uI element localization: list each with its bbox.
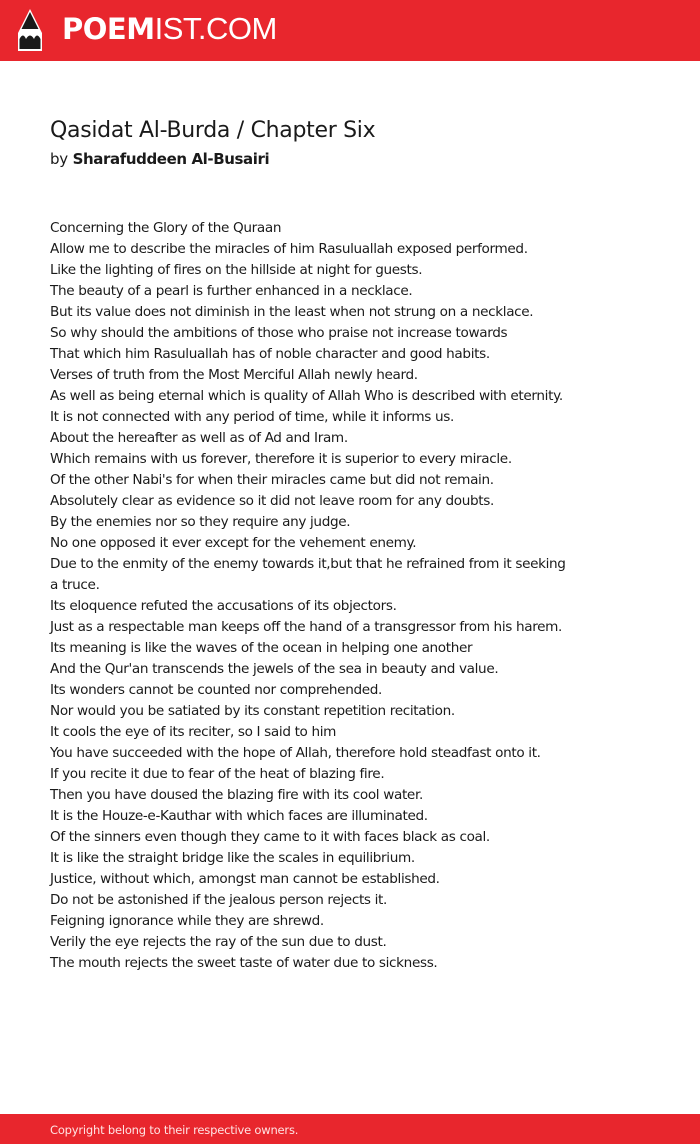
poem-line: Its eloquence refuted the accusations of its objectors. [50, 598, 397, 614]
site-header [0, 0, 700, 61]
poem-line: The beauty of a pearl is further enhanced in a necklace. [50, 283, 413, 299]
poem-line: Of the other Nabi's for when their miracles came but did not remain. [50, 472, 494, 488]
author-name[interactable]: Sharafuddeen Al-Busairi [72, 150, 270, 168]
poem-line: The mouth rejects the sweet taste of water due to sickness. [50, 955, 438, 971]
poem-line: As well as being eternal which is quality of Allah Who is described with eternity. [50, 388, 563, 404]
poem-line: Due to the enmity of the enemy towards it,but that he refrained from it seeking a truce. [50, 556, 566, 593]
poem-body [50, 218, 570, 974]
poem-line: It cools the eye of its reciter, so I said to him [50, 724, 337, 740]
poem-line: It is like the straight bridge like the scales in equilibrium. [50, 850, 415, 866]
poem-line: No one opposed it ever except for the vehement enemy. [50, 535, 417, 551]
poem-line: You have succeeded with the hope of Allah, therefore hold steadfast onto it. [50, 745, 541, 761]
poem-line: If you recite it due to fear of the heat of blazing fire. [50, 766, 385, 782]
poem-title: Qasidat Al-Burda / Chapter Six [50, 118, 376, 143]
poem-line: So why should the ambitions of those who praise not increase towards [50, 325, 508, 341]
poem-line: And the Qur'an transcends the jewels of the sea in beauty and value. [50, 661, 499, 677]
poem-line: Its meaning is like the waves of the ocean in helping one another [50, 640, 473, 656]
copyright-text: Copyright belong to their respective owners. [50, 1123, 299, 1137]
poem-line: Of the sinners even though they came to it with faces black as coal. [50, 829, 490, 845]
poem-line: Absolutely clear as evidence so it did not leave room for any doubts. [50, 493, 494, 509]
poem-line: Justice, without which, amongst man cannot be established. [50, 871, 440, 887]
poem-line: Verses of truth from the Most Merciful Allah newly heard. [50, 367, 418, 383]
poem-line: Like the lighting of fires on the hillside at night for guests. [50, 262, 423, 278]
poem-line: That which him Rasuluallah has of noble character and good habits. [50, 346, 490, 362]
site-logo[interactable] [62, 11, 277, 47]
poem-line: By the enemies nor so they require any judge. [50, 514, 351, 530]
poem-line: Do not be astonished if the jealous person rejects it. [50, 892, 388, 908]
byline [50, 148, 269, 170]
poem-line: Verily the eye rejects the ray of the sun due to dust. [50, 934, 387, 950]
by-label: by [50, 150, 68, 168]
poem-line: Which remains with us forever, therefore it is superior to every miracle. [50, 451, 512, 467]
pencil-logo-icon[interactable] [18, 9, 42, 51]
poem-line: Then you have doused the blazing fire with its cool water. [50, 787, 423, 803]
poem-line: Feigning ignorance while they are shrewd. [50, 913, 324, 929]
poem-line: Nor would you be satiated by its constant repetition recitation. [50, 703, 455, 719]
site-footer [0, 1114, 700, 1144]
logo-text-light: IST.COM [154, 11, 277, 46]
poem-line: Concerning the Glory of the Quraan [50, 220, 282, 236]
poem-line: It is not connected with any period of time, while it informs us. [50, 409, 454, 425]
poem-line: Just as a respectable man keeps off the hand of a transgressor from his harem. [50, 619, 563, 635]
poem-line: It is the Houze-e-Kauthar with which faces are illuminated. [50, 808, 428, 824]
poem-line: But its value does not diminish in the least when not strung on a necklace. [50, 304, 534, 320]
logo-text-bold: POEM [62, 12, 155, 46]
poem-line: About the hereafter as well as of Ad and Iram. [50, 430, 348, 446]
poem-line: Its wonders cannot be counted nor comprehended. [50, 682, 383, 698]
poem-line: Allow me to describe the miracles of him Rasuluallah exposed performed. [50, 241, 528, 257]
